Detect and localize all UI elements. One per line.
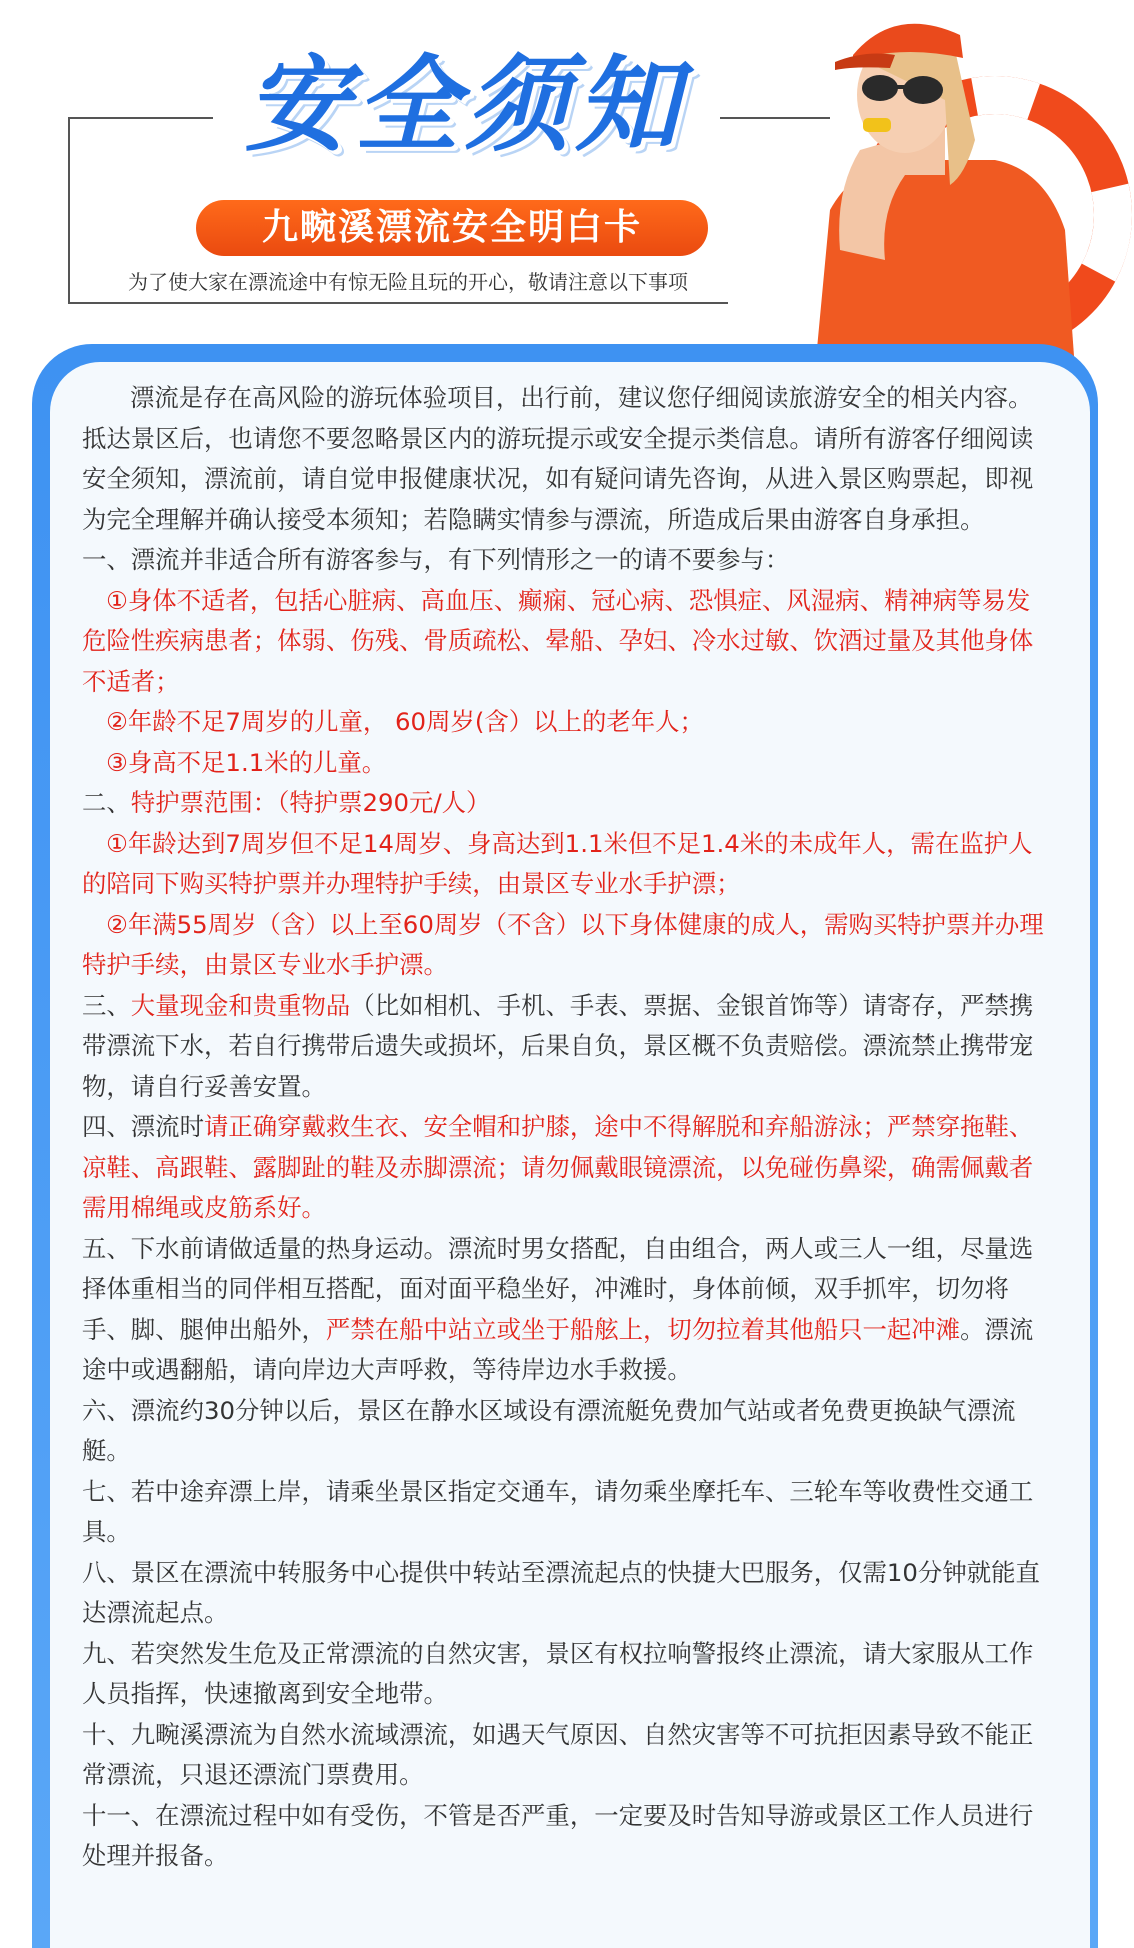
- section-8: 八、景区在漂流中转服务中心提供中转站至漂流起点的快捷大巴服务，仅需10分钟就能直达漂流起点。: [82, 1557, 1040, 1627]
- section-1-item-1: ①身体不适者，包括心脏病、高血压、癫痫、冠心病、恐惧症、风湿病、精神病等易发危险性疾病患者；体弱、伤残、骨质疏松、晕船、孕妇、冷水过敏、饮酒过量及其他身体不适者；: [82, 585, 1034, 696]
- section-2-title: 特护票范围：（特护票290元/人）: [130, 788, 491, 817]
- frame-line-left: [68, 117, 70, 303]
- section-4-lead: 四、漂流时: [82, 1112, 204, 1141]
- section-10: 十、九畹溪漂流为自然水流域漂流，如遇天气原因、自然灾害等不可抗拒因素导致不能正常漂流，只退还漂流门票费用。: [82, 1719, 1034, 1789]
- intro-text: 为了使大家在漂流途中有惊无险且玩的开心，敬请注意以下事项: [128, 270, 688, 294]
- section-2-number: 二、: [82, 788, 131, 817]
- section-1-item-2: ②年龄不足7周岁的儿童， 60周岁(含）以上的老年人；: [106, 707, 704, 736]
- section-3-highlight: 大量现金和贵重物品: [130, 990, 351, 1020]
- section-11: 十一、在漂流过程中如有受伤，不管是否严重，一定要及时告知导游或景区工作人员进行处理并报备。: [82, 1800, 1034, 1870]
- section-7: 七、若中途弃漂上岸，请乘坐景区指定交通车，请勿乘坐摩托车、三轮车等收费性交通工具。: [82, 1476, 1034, 1546]
- section-5-text-a: 五、下水前请做适量的热身运动。漂流时男女搭配，自由组合，两人或三人一组，尽量选择体重相当的同伴相互搭配，面对面平稳坐好，冲滩时，身体前倾，双手抓牢，切勿将手、脚、腿伸出船外，: [82, 1233, 1034, 1344]
- frame-line-bottom: [68, 302, 728, 304]
- section-6: 六、漂流约30分钟以后，景区在静水区域设有漂流艇免费加气站或者免费更换缺气漂流艇。: [82, 1395, 1016, 1465]
- section-5: [82, 1229, 1054, 1391]
- notice-text: [82, 378, 1054, 1877]
- section-4: [82, 1107, 1054, 1229]
- frame-line-top-left: [68, 117, 213, 119]
- section-1-item-3: ③身高不足1.1米的儿童。: [106, 747, 387, 777]
- lifeguard-illustration-icon: [745, 0, 1134, 370]
- section-9: 九、若突然发生危及正常漂流的自然灾害，景区有权拉响警报终止漂流，请大家服从工作人员指挥，快速撤离到安全地带。: [82, 1638, 1034, 1708]
- section-3: [82, 986, 1054, 1108]
- preface-paragraph: 漂流是存在高风险的游玩体验项目，出行前，建议您仔细阅读旅游安全的相关内容。抵达景区后，也请您不要忽略景区内的游玩提示或安全提示类信息。请所有游客仔细阅读安全须知，漂流前，请自觉申报健康状况，如有疑问请先咨询，从进入景区购票起，即视为完全理解并确认接受本须知；若隐瞒实情参与漂流，所造成后果由游客自身承担。: [82, 383, 1034, 534]
- section-2-item-1: ①年龄达到7周岁但不足14周岁、身高达到1.1米但不足1.4米的未成年人，需在监护人的陪同下购买特护票并办理特护手续，由景区专业水手护漂；: [82, 828, 1033, 898]
- section-5-highlight: 严禁在船中站立或坐于船舷上，切勿拉着其他船只一起冲滩: [325, 1314, 961, 1344]
- section-2-item-2: ②年满55周岁（含）以上至60周岁（不含）以下身体健康的成人，需购买特护票并办理特护手续，由景区专业水手护漂。: [82, 909, 1044, 979]
- section-1-heading: 一、漂流并非适合所有游客参与，有下列情形之一的请不要参与：: [82, 545, 790, 574]
- subtitle-badge: 九畹溪漂流安全明白卡: [196, 200, 708, 256]
- section-4-highlight: 请正确穿戴救生衣、安全帽和护膝，途中不得解脱和弃船游泳；严禁穿拖鞋、凉鞋、高跟鞋、露脚趾的鞋及赤脚漂流；请勿佩戴眼镜漂流，以免碰伤鼻梁，确需佩戴者需用棉绳或皮筋系好。: [82, 1112, 1034, 1222]
- section-3-text: （比如相机、手机、手表、票据、金银首饰等）请寄存，严禁携带漂流下水，若自行携带后遗失或损坏，后果自负，景区概不负责赔偿。漂流禁止携带宠物，请自行妥善安置。: [82, 990, 1034, 1101]
- section-2-heading: [82, 783, 1054, 824]
- page-title: 安全须知: [244, 44, 685, 166]
- section-3-number: 三、: [82, 990, 131, 1020]
- section-5-text-b: 。漂流途中或遇翻船，请向岸边大声呼救，等待岸边水手救援。: [82, 1314, 1034, 1384]
